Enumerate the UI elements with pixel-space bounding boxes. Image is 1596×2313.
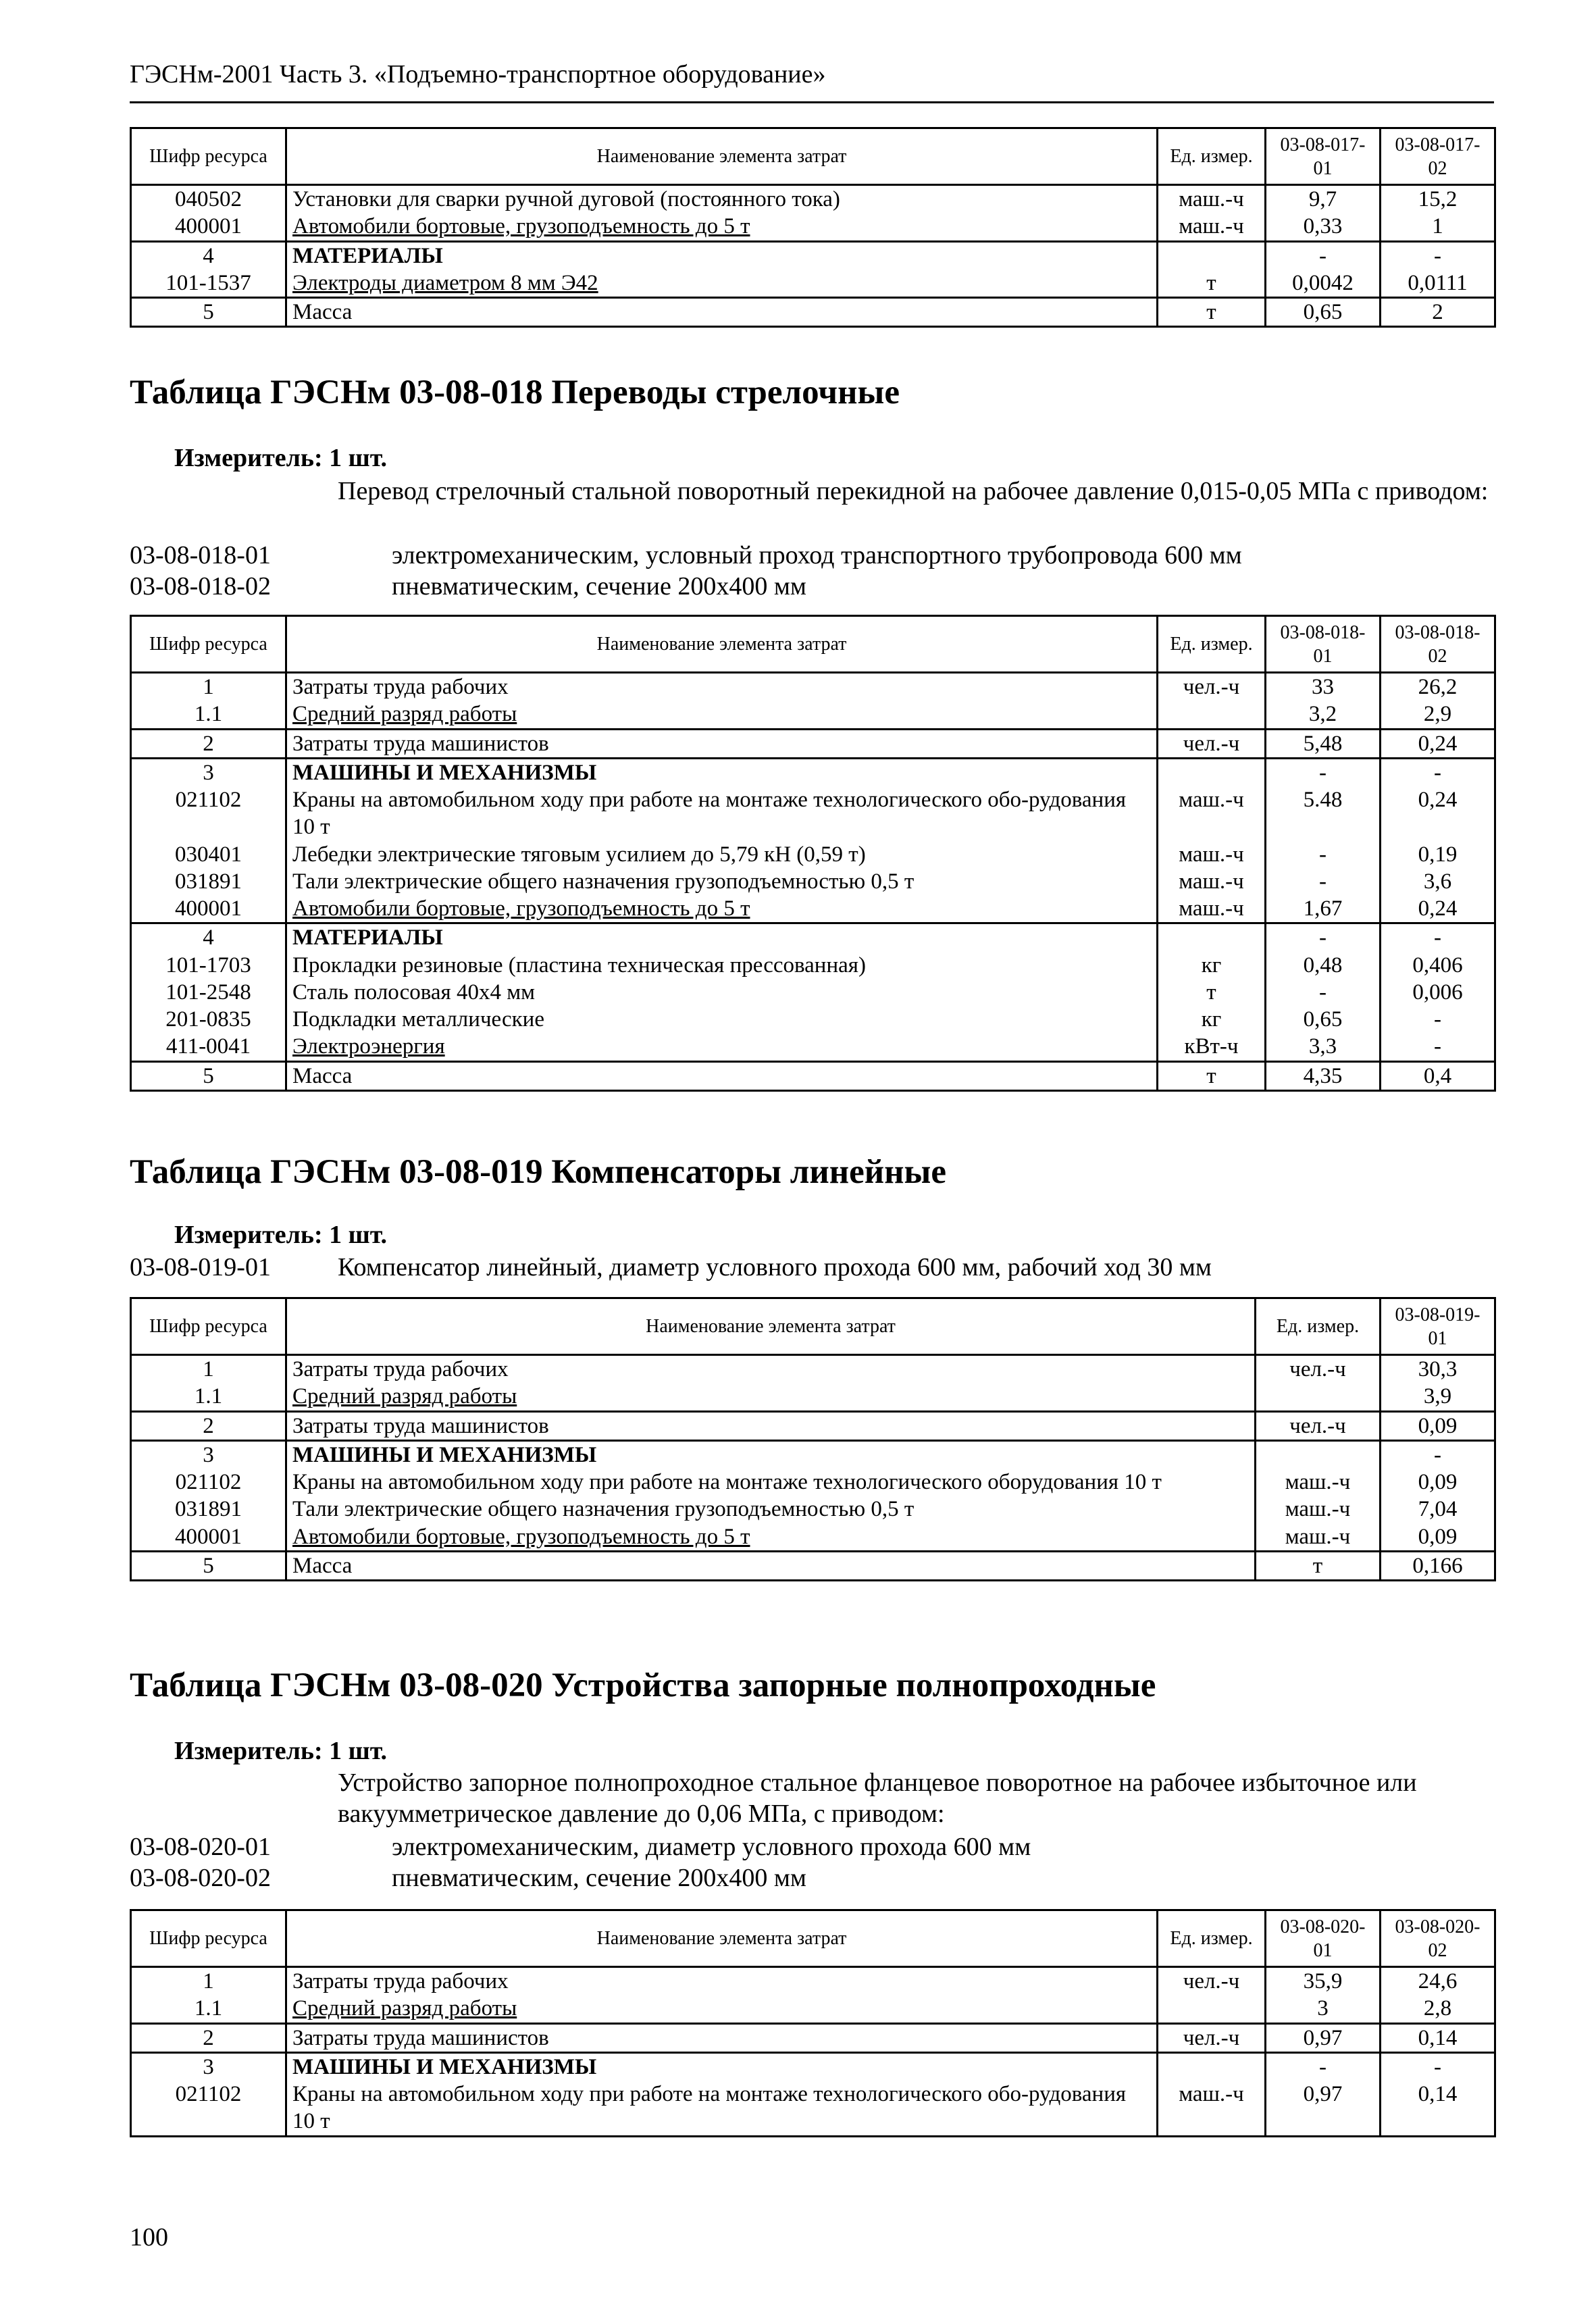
unit: кг bbox=[1158, 1006, 1266, 1033]
value-2: 2 bbox=[1381, 298, 1495, 327]
table-row bbox=[131, 1551, 1495, 1580]
section-heading: МАШИНЫ И МЕХАНИЗМЫ bbox=[286, 2052, 1158, 2081]
item-text: пневматическим, сечение 200х400 мм bbox=[392, 572, 806, 601]
resource-code: 3 bbox=[131, 1440, 286, 1469]
cost-item-name: Электроэнергия bbox=[286, 1033, 1158, 1061]
table-row bbox=[131, 701, 1495, 729]
item-text: электромеханическим, условный проход транспортного трубопровода 600 мм bbox=[392, 541, 1242, 569]
value-1: 0,48 bbox=[1266, 952, 1381, 979]
resource-code: 101-1537 bbox=[131, 270, 286, 298]
unit: маш.-ч bbox=[1158, 213, 1266, 241]
table-row bbox=[131, 1033, 1495, 1061]
table-row bbox=[131, 1006, 1495, 1033]
value-1: 3 bbox=[1266, 1995, 1381, 2023]
section-heading: МАШИНЫ И МЕХАНИЗМЫ bbox=[286, 1440, 1256, 1469]
value-1: 0,09 bbox=[1381, 1469, 1495, 1496]
cost-item-name: Автомобили бортовые, грузоподъемность до 5 т bbox=[286, 895, 1158, 923]
resource-code: 1.1 bbox=[131, 701, 286, 729]
resource-code: 3 bbox=[131, 2052, 286, 2081]
col-header-code: Шифр ресурса bbox=[131, 616, 286, 673]
value-2: 0,24 bbox=[1381, 786, 1495, 841]
description-018: Перевод стрелочный стальной поворотный перекидной на рабочее давление 0,015-0,05 МПа с приводом: bbox=[338, 477, 1489, 505]
unit: чел.-ч bbox=[1256, 1411, 1381, 1440]
unit bbox=[1256, 1383, 1381, 1411]
col-header-code: Шифр ресурса bbox=[131, 1298, 286, 1355]
value-1: 7,04 bbox=[1381, 1496, 1495, 1523]
value-1: 1,67 bbox=[1266, 895, 1381, 923]
table-row bbox=[131, 185, 1495, 213]
value-1: 0,33 bbox=[1266, 213, 1381, 241]
value-2: - bbox=[1381, 923, 1495, 952]
resource-code: 411-0041 bbox=[131, 1033, 286, 1061]
value-1: - bbox=[1266, 979, 1381, 1006]
item-code: 03-08-020-01 bbox=[130, 1833, 271, 1861]
table-row bbox=[131, 1967, 1495, 1996]
value-2: 0,4 bbox=[1381, 1061, 1495, 1090]
measure-value: 1 шт. bbox=[329, 1737, 388, 1765]
cost-item-name: Затраты труда рабочих bbox=[286, 1355, 1256, 1383]
resource-code: 031891 bbox=[131, 868, 286, 895]
col-header-name: Наименование элемента затрат bbox=[286, 1298, 1256, 1355]
col-header-value-2: 03-08-020-02 bbox=[1381, 1910, 1495, 1967]
table-row bbox=[131, 241, 1495, 270]
cost-item-name: Лебедки электрические тяговым усилием до 5,79 кН (0,59 т) bbox=[286, 841, 1158, 868]
unit bbox=[1158, 1995, 1266, 2023]
unit bbox=[1158, 701, 1266, 729]
resource-code: 4 bbox=[131, 241, 286, 270]
item-code: 03-08-019-01 bbox=[130, 1253, 271, 1281]
table-row bbox=[131, 1061, 1495, 1090]
resource-code: 021102 bbox=[131, 1469, 286, 1496]
resource-code: 101-1703 bbox=[131, 952, 286, 979]
resource-code: 5 bbox=[131, 1061, 286, 1090]
cost-item-name: Затраты труда рабочих bbox=[286, 1967, 1158, 1996]
cost-item-name: Средний разряд работы bbox=[286, 701, 1158, 729]
col-header-value-1: 03-08-020-01 bbox=[1266, 1910, 1381, 1967]
resource-code: 400001 bbox=[131, 1523, 286, 1552]
value-1: - bbox=[1266, 868, 1381, 895]
cost-item-name: Масса bbox=[286, 298, 1158, 327]
cost-item-name: Автомобили бортовые, грузоподъемность до 5 т bbox=[286, 213, 1158, 241]
resource-code: 2 bbox=[131, 729, 286, 758]
unit: т bbox=[1158, 298, 1266, 327]
value-1: 3,2 bbox=[1266, 701, 1381, 729]
table-row bbox=[131, 1496, 1495, 1523]
unit: т bbox=[1256, 1551, 1381, 1580]
value-1: 33 bbox=[1266, 673, 1381, 701]
value-2: - bbox=[1381, 1006, 1495, 1033]
table-title-019: Таблица ГЭСНм 03-08-019 Компенсаторы линейные bbox=[130, 1153, 946, 1191]
unit: чел.-ч bbox=[1158, 1967, 1266, 1996]
value-2: 0,14 bbox=[1381, 2081, 1495, 2136]
cost-item-name: Средний разряд работы bbox=[286, 1383, 1256, 1411]
table-title-018: Таблица ГЭСНм 03-08-018 Переводы стрелочные bbox=[130, 374, 900, 411]
continued-table-017 bbox=[130, 127, 1496, 328]
cost-item-name: Тали электрические общего назначения грузоподъемностью 0,5 т bbox=[286, 868, 1158, 895]
table-row bbox=[131, 1383, 1495, 1411]
resource-code: 1 bbox=[131, 1967, 286, 1996]
value-1: 3,9 bbox=[1381, 1383, 1495, 1411]
resource-code: 1 bbox=[131, 1355, 286, 1383]
table-row bbox=[131, 2081, 1495, 2136]
table-row bbox=[131, 841, 1495, 868]
value-2: 0,14 bbox=[1381, 2023, 1495, 2052]
value-2: 0,406 bbox=[1381, 952, 1495, 979]
resource-code: 2 bbox=[131, 2023, 286, 2052]
measure-label: Измеритель: bbox=[174, 1737, 323, 1765]
resource-code: 040502 bbox=[131, 185, 286, 213]
col-header-name: Наименование элемента затрат bbox=[286, 616, 1158, 673]
value-1: 4,35 bbox=[1266, 1061, 1381, 1090]
col-header-name: Наименование элемента затрат bbox=[286, 1910, 1158, 1967]
cost-item-name: Затраты труда рабочих bbox=[286, 673, 1158, 701]
measure-label: Измеритель: bbox=[174, 1221, 323, 1249]
cost-item-name: Установки для сварки ручной дуговой (постоянного тока) bbox=[286, 185, 1158, 213]
page-number: 100 bbox=[130, 2223, 168, 2252]
value-2: 0,24 bbox=[1381, 895, 1495, 923]
value-2: - bbox=[1381, 2052, 1495, 2081]
cost-item-name: Средний разряд работы bbox=[286, 1995, 1158, 2023]
measure-019 bbox=[174, 1220, 387, 1250]
unit bbox=[1158, 2052, 1266, 2081]
value-1: 0,166 bbox=[1381, 1551, 1495, 1580]
resource-code: 5 bbox=[131, 298, 286, 327]
resource-code: 400001 bbox=[131, 895, 286, 923]
section-heading: МАТЕРИАЛЫ bbox=[286, 923, 1158, 952]
unit: чел.-ч bbox=[1256, 1355, 1381, 1383]
unit bbox=[1158, 758, 1266, 786]
col-header-value-2: 03-08-018-02 bbox=[1381, 616, 1495, 673]
value-1: - bbox=[1266, 2052, 1381, 2081]
value-2: - bbox=[1381, 1033, 1495, 1061]
value-1: 0,97 bbox=[1266, 2081, 1381, 2136]
unit: т bbox=[1158, 979, 1266, 1006]
value-1: 5,48 bbox=[1266, 729, 1381, 758]
resource-code: 5 bbox=[131, 1551, 286, 1580]
value-2: 2,9 bbox=[1381, 701, 1495, 729]
value-2: 26,2 bbox=[1381, 673, 1495, 701]
table-row bbox=[131, 758, 1495, 786]
value-1: - bbox=[1266, 841, 1381, 868]
resource-code: 021102 bbox=[131, 2081, 286, 2136]
value-2: 0,24 bbox=[1381, 729, 1495, 758]
value-1: 0,09 bbox=[1381, 1411, 1495, 1440]
table-row bbox=[131, 952, 1495, 979]
section-heading: МАШИНЫ И МЕХАНИЗМЫ bbox=[286, 758, 1158, 786]
col-header-unit: Ед. измер. bbox=[1158, 1910, 1266, 1967]
value-1: - bbox=[1266, 241, 1381, 270]
unit: маш.-ч bbox=[1256, 1496, 1381, 1523]
value-1: 0,97 bbox=[1266, 2023, 1381, 2052]
table-019 bbox=[130, 1297, 1496, 1581]
resource-code: 4 bbox=[131, 923, 286, 952]
cost-item-name: Прокладки резиновые (пластина техническая прессованная) bbox=[286, 952, 1158, 979]
cost-item-name: Краны на автомобильном ходу при работе на монтаже технологического обо-рудования 10 т bbox=[286, 2081, 1158, 2136]
table-row bbox=[131, 729, 1495, 758]
unit bbox=[1256, 1440, 1381, 1469]
value-1: 3,3 bbox=[1266, 1033, 1381, 1061]
value-2: 0,19 bbox=[1381, 841, 1495, 868]
col-header-unit: Ед. измер. bbox=[1158, 616, 1266, 673]
value-1: 0,65 bbox=[1266, 1006, 1381, 1033]
cost-item-name: Затраты труда машинистов bbox=[286, 1411, 1256, 1440]
table-018 bbox=[130, 615, 1496, 1092]
unit: маш.-ч bbox=[1256, 1469, 1381, 1496]
table-row bbox=[131, 786, 1495, 841]
resource-code: 031891 bbox=[131, 1496, 286, 1523]
table-row bbox=[131, 868, 1495, 895]
col-header-value-2: 03-08-017-02 bbox=[1381, 128, 1495, 185]
unit: маш.-ч bbox=[1158, 185, 1266, 213]
value-2: 0,006 bbox=[1381, 979, 1495, 1006]
resource-code: 1.1 bbox=[131, 1995, 286, 2023]
col-header-code: Шифр ресурса bbox=[131, 128, 286, 185]
table-row bbox=[131, 213, 1495, 241]
cost-item-name: Масса bbox=[286, 1061, 1158, 1090]
table-row bbox=[131, 895, 1495, 923]
cost-item-name: Тали электрические общего назначения грузоподъемностью 0,5 т bbox=[286, 1496, 1256, 1523]
unit: маш.-ч bbox=[1158, 868, 1266, 895]
table-row bbox=[131, 2052, 1495, 2081]
resource-code: 3 bbox=[131, 758, 286, 786]
value-2: 0,0111 bbox=[1381, 270, 1495, 298]
unit: маш.-ч bbox=[1158, 786, 1266, 841]
value-1: 35,9 bbox=[1266, 1967, 1381, 1996]
col-header-value-1: 03-08-017-01 bbox=[1266, 128, 1381, 185]
cost-item-name: Сталь полосовая 40х4 мм bbox=[286, 979, 1158, 1006]
resource-code: 400001 bbox=[131, 213, 286, 241]
unit: чел.-ч bbox=[1158, 729, 1266, 758]
cost-item-name: Электроды диаметром 8 мм Э42 bbox=[286, 270, 1158, 298]
cost-item-name: Подкладки металлические bbox=[286, 1006, 1158, 1033]
table-020 bbox=[130, 1909, 1496, 2137]
value-1: - bbox=[1266, 923, 1381, 952]
resource-code: 101-2548 bbox=[131, 979, 286, 1006]
unit: маш.-ч bbox=[1256, 1523, 1381, 1552]
col-header-unit: Ед. измер. bbox=[1158, 128, 1266, 185]
item-code: 03-08-018-02 bbox=[130, 572, 271, 601]
resource-code: 1.1 bbox=[131, 1383, 286, 1411]
item-code: 03-08-020-02 bbox=[130, 1864, 271, 1892]
measure-value: 1 шт. bbox=[329, 1221, 388, 1249]
unit: т bbox=[1158, 270, 1266, 298]
value-1: 9,7 bbox=[1266, 185, 1381, 213]
cost-item-name: Автомобили бортовые, грузоподъемность до 5 т bbox=[286, 1523, 1256, 1552]
section-heading: МАТЕРИАЛЫ bbox=[286, 241, 1158, 270]
unit: кг bbox=[1158, 952, 1266, 979]
running-header: ГЭСНм-2001 Часть 3. «Подъемно-транспортное оборудование» bbox=[130, 60, 826, 88]
unit bbox=[1158, 923, 1266, 952]
value-1: 30,3 bbox=[1381, 1355, 1495, 1383]
resource-code: 2 bbox=[131, 1411, 286, 1440]
col-header-unit: Ед. измер. bbox=[1256, 1298, 1381, 1355]
value-2: 3,6 bbox=[1381, 868, 1495, 895]
table-row bbox=[131, 923, 1495, 952]
unit: маш.-ч bbox=[1158, 895, 1266, 923]
description-020: Устройство запорное полнопроходное стальное фланцевое поворотное на рабочее избыточное или вакуумметрическое давление до 0,06 МПа, с приводом: bbox=[338, 1769, 1417, 1828]
table-row bbox=[131, 1411, 1495, 1440]
header-rule bbox=[130, 101, 1494, 103]
measure-value: 1 шт. bbox=[329, 444, 388, 472]
resource-code: 201-0835 bbox=[131, 1006, 286, 1033]
col-header-value-1: 03-08-018-01 bbox=[1266, 616, 1381, 673]
resource-code: 030401 bbox=[131, 841, 286, 868]
item-text: пневматическим, сечение 200х400 мм bbox=[392, 1864, 806, 1892]
value-2: 24,6 bbox=[1381, 1967, 1495, 1996]
measure-018 bbox=[174, 443, 387, 473]
table-row bbox=[131, 673, 1495, 701]
item-code: 03-08-018-01 bbox=[130, 541, 271, 569]
cost-item-name: Краны на автомобильном ходу при работе на монтаже технологического обо-рудования 10 т bbox=[286, 786, 1158, 841]
unit: кВт-ч bbox=[1158, 1033, 1266, 1061]
cost-item-name: Масса bbox=[286, 1551, 1256, 1580]
table-row bbox=[131, 1355, 1495, 1383]
table-row bbox=[131, 1440, 1495, 1469]
table-row bbox=[131, 270, 1495, 298]
value-1: 0,09 bbox=[1381, 1523, 1495, 1552]
table-title-020: Таблица ГЭСНм 03-08-020 Устройства запорные полнопроходные bbox=[130, 1667, 1156, 1704]
measure-020 bbox=[174, 1736, 387, 1766]
value-2: - bbox=[1381, 241, 1495, 270]
col-header-value-1: 03-08-019-01 bbox=[1381, 1298, 1495, 1355]
value-1: - bbox=[1381, 1440, 1495, 1469]
table-row bbox=[131, 1469, 1495, 1496]
resource-code: 021102 bbox=[131, 786, 286, 841]
table-row bbox=[131, 1523, 1495, 1552]
table-row bbox=[131, 298, 1495, 327]
cost-item-name: Затраты труда машинистов bbox=[286, 729, 1158, 758]
resource-code: 1 bbox=[131, 673, 286, 701]
value-2: 15,2 bbox=[1381, 185, 1495, 213]
value-1: - bbox=[1266, 758, 1381, 786]
table-row bbox=[131, 1995, 1495, 2023]
value-2: 2,8 bbox=[1381, 1995, 1495, 2023]
unit bbox=[1158, 241, 1266, 270]
table-row bbox=[131, 979, 1495, 1006]
value-2: 1 bbox=[1381, 213, 1495, 241]
unit: т bbox=[1158, 1061, 1266, 1090]
item-text: электромеханическим, диаметр условного прохода 600 мм bbox=[392, 1833, 1031, 1861]
unit: чел.-ч bbox=[1158, 673, 1266, 701]
cost-item-name: Затраты труда машинистов bbox=[286, 2023, 1158, 2052]
unit: маш.-ч bbox=[1158, 2081, 1266, 2136]
col-header-name: Наименование элемента затрат bbox=[286, 128, 1158, 185]
value-1: 0,0042 bbox=[1266, 270, 1381, 298]
table-row bbox=[131, 2023, 1495, 2052]
unit: маш.-ч bbox=[1158, 841, 1266, 868]
value-1: 0,65 bbox=[1266, 298, 1381, 327]
col-header-code: Шифр ресурса bbox=[131, 1910, 286, 1967]
value-1: 5.48 bbox=[1266, 786, 1381, 841]
cost-item-name: Краны на автомобильном ходу при работе на монтаже технологического оборудования 10 т bbox=[286, 1469, 1256, 1496]
unit: чел.-ч bbox=[1158, 2023, 1266, 2052]
measure-label: Измеритель: bbox=[174, 444, 323, 472]
item-text: Компенсатор линейный, диаметр условного прохода 600 мм, рабочий ход 30 мм bbox=[338, 1253, 1212, 1281]
value-2: - bbox=[1381, 758, 1495, 786]
